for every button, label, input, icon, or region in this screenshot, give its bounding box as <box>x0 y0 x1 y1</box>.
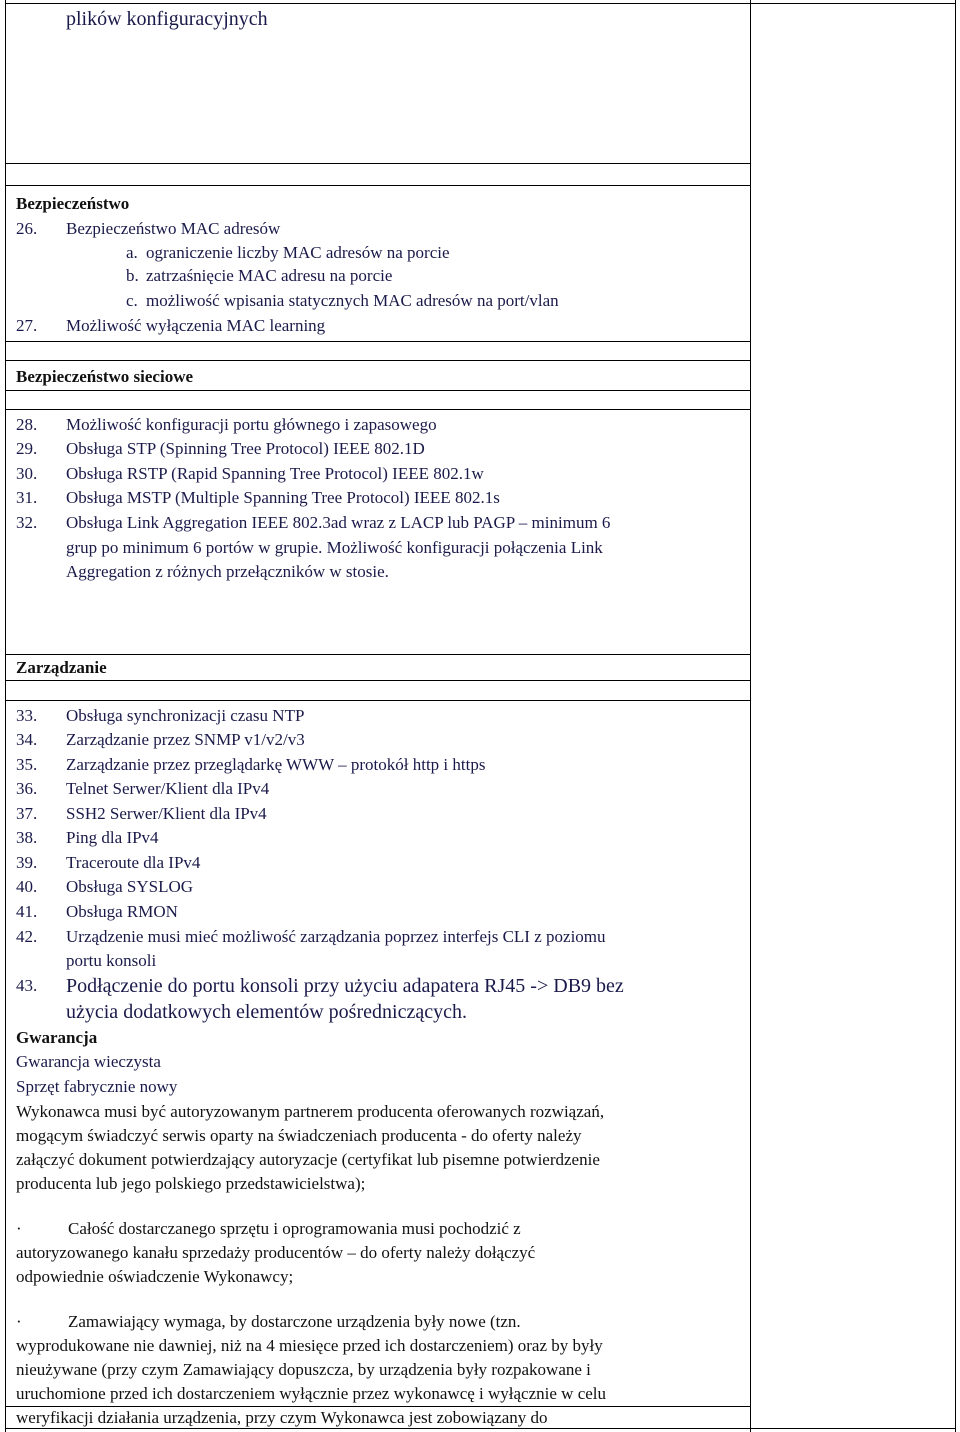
list-item: Możliwość konfiguracji portu głównego i zapasowego <box>66 415 437 434</box>
list-item: Zarządzanie przez SNMP v1/v2/v3 <box>66 730 305 749</box>
paragraph-line: weryfikacji działania urządzenia, przy czym Wykonawca jest zobowiązany do <box>16 1408 548 1427</box>
table-border-right <box>955 0 956 1432</box>
list-item-continuation: portu konsoli <box>66 951 157 970</box>
row-divider <box>5 341 750 342</box>
list-item: Ping dla IPv4 <box>66 828 159 847</box>
list-item: Telnet Serwer/Klient dla IPv4 <box>66 779 270 798</box>
list-item-number: 32. <box>16 513 38 532</box>
warranty-line: Gwarancja wieczysta <box>16 1052 161 1071</box>
list-item: Obsługa RMON <box>66 902 178 921</box>
list-item-number: 42. <box>16 927 38 946</box>
bullet-marker: · <box>16 1312 22 1331</box>
list-item: Obsługa RSTP (Rapid Spanning Tree Protocol) IEEE 802.1w <box>66 464 484 483</box>
list-item-number: 31. <box>16 488 38 507</box>
list-item: Obsługa synchronizacji czasu NTP <box>66 706 305 725</box>
list-item: Traceroute dla IPv4 <box>66 853 201 872</box>
list-item: możliwość wpisania statycznych MAC adresów na port/vlan <box>146 291 559 310</box>
list-item: Urządzenie musi mieć możliwość zarządzania poprzez interfejs CLI z poziomu <box>66 927 606 946</box>
paragraph-line: autoryzowanego kanału sprzedaży producentów – do oferty należy dołączyć <box>16 1243 536 1262</box>
row-divider <box>5 360 750 361</box>
row-divider <box>5 163 750 164</box>
row-divider <box>5 390 750 391</box>
list-item-number: 39. <box>16 853 38 872</box>
paragraph-line: mogącym świadczyć serwis oparty na świadczeniach producenta - do oferty należy <box>16 1126 582 1145</box>
bullet-marker: · <box>16 1219 22 1238</box>
list-item-number: 38. <box>16 828 38 847</box>
list-item-number: b. <box>126 266 139 285</box>
table-border-top <box>5 3 955 4</box>
warranty-line: Sprzęt fabrycznie nowy <box>16 1077 178 1096</box>
section-heading-tail: plików konfiguracyjnych <box>66 8 268 30</box>
network-security-title: Bezpieczeństwo sieciowe <box>16 367 194 386</box>
list-item-number: 37. <box>16 804 38 823</box>
security-title: Bezpieczeństwo <box>16 194 130 213</box>
list-item: Możliwość wyłączenia MAC learning <box>66 316 326 335</box>
list-item-continuation: Aggregation z różnych przełączników w stosie. <box>66 562 389 581</box>
list-item: Bezpieczeństwo MAC adresów <box>66 219 281 238</box>
list-item-number: 28. <box>16 415 38 434</box>
list-item-continuation: użycia dodatkowych elementów pośredniczących. <box>66 1001 467 1023</box>
list-item: Podłączenie do portu konsoli przy użyciu adapatera RJ45 -> DB9 bez <box>66 975 624 997</box>
list-item-number: 36. <box>16 779 38 798</box>
list-item: Obsługa STP (Spinning Tree Protocol) IEEE 802.1D <box>66 439 425 458</box>
list-item-continuation: grup po minimum 6 portów w grupie. Możliwość konfiguracji połączenia Link <box>66 538 603 557</box>
list-item: ograniczenie liczby MAC adresów na porcie <box>146 243 450 262</box>
paragraph-line: nieużywane (przy czym Zamawiający dopuszcza, by urządzenia były rozpakowane i <box>16 1360 591 1379</box>
paragraph-line: odpowiednie oświadczenie Wykonawcy; <box>16 1267 294 1286</box>
list-item-number: 40. <box>16 877 38 896</box>
paragraph-line: producenta lub jego polskiego przedstawicielstwa); <box>16 1174 366 1193</box>
row-divider <box>5 409 750 410</box>
row-divider <box>5 680 750 681</box>
paragraph-line: załączyć dokument potwierdzający autoryzacje (certyfikat lub pisemne potwierdzenie <box>16 1150 600 1169</box>
row-divider <box>5 654 750 655</box>
table-border-left <box>5 0 6 1432</box>
list-item-number: 43. <box>16 976 38 995</box>
paragraph-line: uruchomione przed ich dostarczeniem wyłącznie przez wykonawcę i wyłącznie w celu <box>16 1384 607 1403</box>
list-item: Obsługa MSTP (Multiple Spanning Tree Protocol) IEEE 802.1s <box>66 488 500 507</box>
list-item: Obsługa SYSLOG <box>66 877 194 896</box>
list-item: zatrzaśnięcie MAC adresu na porcie <box>146 266 393 285</box>
list-item-number: 29. <box>16 439 38 458</box>
list-item-number: c. <box>126 291 138 310</box>
paragraph-line: Zamawiający wymaga, by dostarczone urządzenia były nowe (tzn. <box>68 1312 521 1331</box>
list-item-number: 26. <box>16 219 38 238</box>
row-divider <box>5 700 750 701</box>
paragraph-line: Wykonawca musi być autoryzowanym partnerem producenta oferowanych rozwiązań, <box>16 1102 605 1121</box>
list-item: Obsługa Link Aggregation IEEE 802.3ad wraz z LACP lub PAGP – minimum 6 <box>66 513 611 532</box>
paragraph-line: wyprodukowane nie dawniej, niż na 4 miesięce przed ich dostarczeniem) oraz by były <box>16 1336 603 1355</box>
list-item-number: 34. <box>16 730 38 749</box>
list-item: Zarządzanie przez przeglądarkę WWW – protokół http i https <box>66 755 486 774</box>
list-item: SSH2 Serwer/Klient dla IPv4 <box>66 804 267 823</box>
row-divider <box>5 185 750 186</box>
table-border-middle <box>750 0 751 1432</box>
warranty-title: Gwarancja <box>16 1028 98 1047</box>
management-title: Zarządzanie <box>16 658 107 677</box>
paragraph-line: Całość dostarczanego sprzętu i oprogramowania musi pochodzić z <box>68 1219 521 1238</box>
list-item-number: 30. <box>16 464 38 483</box>
list-item-number: 35. <box>16 755 38 774</box>
list-item-number: a. <box>126 243 138 262</box>
list-item-number: 41. <box>16 902 38 921</box>
list-item-number: 33. <box>16 706 38 725</box>
list-item-number: 27. <box>16 316 38 335</box>
